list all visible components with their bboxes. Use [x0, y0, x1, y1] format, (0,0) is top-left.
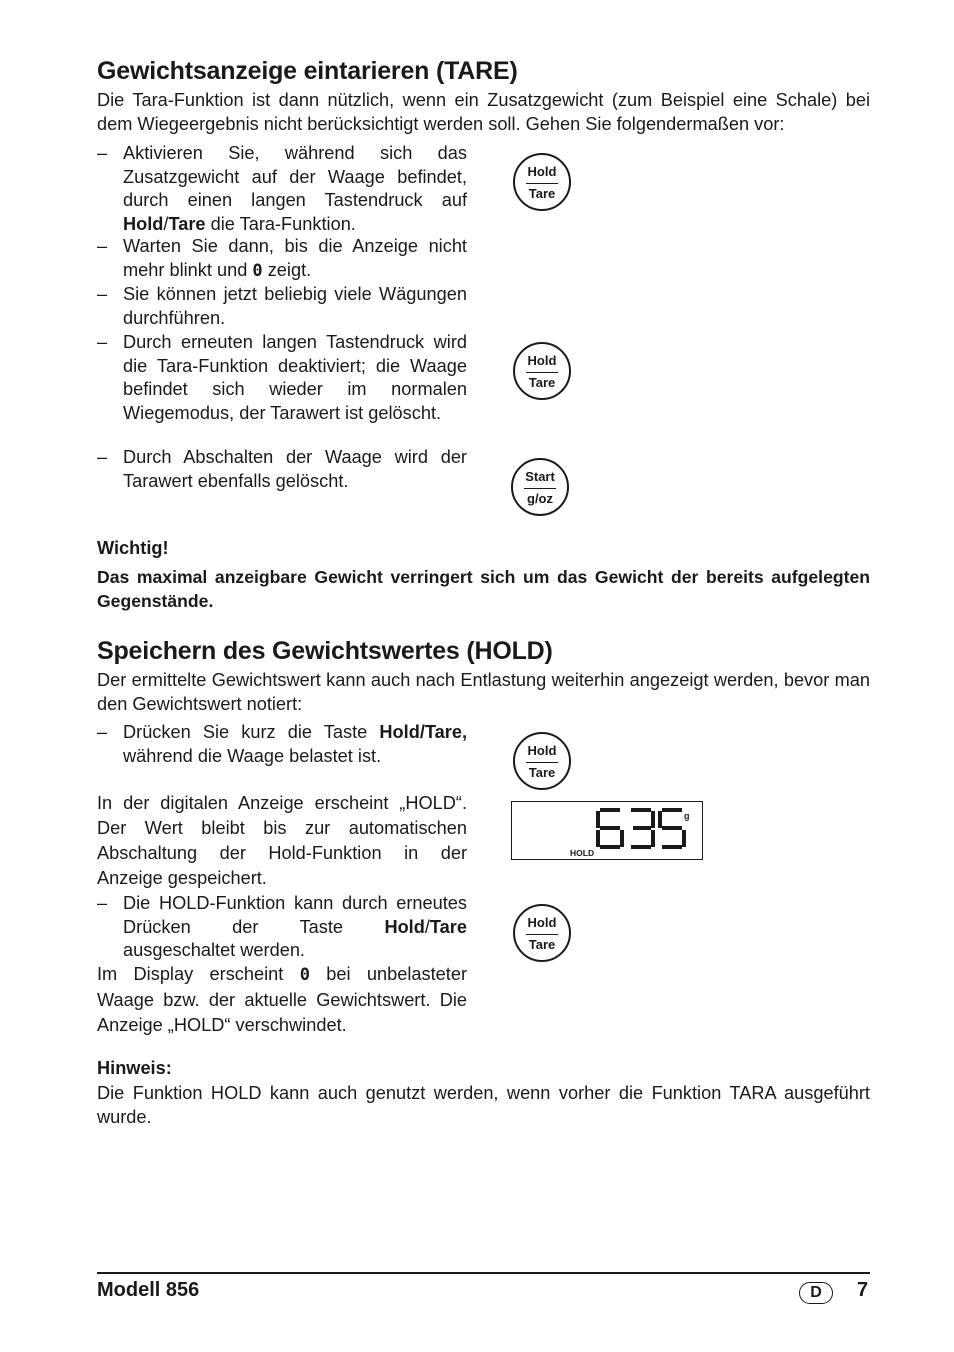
- tare-step-4: – Durch erneuten langen Tastendruck wird die Tara-Funktion deaktiviert; die Waage befindet sich wieder im normalen Wiegemodus, der Tarawert ist gelöscht.: [97, 332, 467, 423]
- section-title-tare: Gewichtsanzeige eintarieren (TARE): [97, 57, 518, 85]
- hold-tare-button-icon: Hold Tare: [513, 342, 571, 400]
- start-goz-button-icon: Start g/oz: [511, 458, 569, 516]
- important-label: Wichtig!: [97, 538, 169, 558]
- hold-tare-button-icon: Hold Tare: [513, 904, 571, 962]
- zero-digit-glyph: 0: [299, 965, 310, 985]
- hold-step-2: – Die HOLD-Funktion kann durch erneutes Drücken der Taste Hold/Tare ausgeschaltet werden.: [97, 893, 467, 960]
- footer-rule: [97, 1272, 870, 1274]
- note-label: Hinweis:: [97, 1058, 172, 1078]
- hold-intro: Der ermittelte Gewichtswert kann auch nach Entlastung weiterhin angezeigt werden, bevor man den Gewichtswert notiert:: [97, 670, 870, 714]
- tare-steps-list: [97, 142, 468, 502]
- tare-intro: Die Tara-Funktion ist dann nützlich, wenn ein Zusatzgewicht (zum Beispiel eine Schale) bei dem Wiegeergebnis nicht berücksichtigt werden soll. Gehen Sie folgendermaßen vor:: [97, 90, 870, 134]
- tare-step-3: – Sie können jetzt beliebig viele Wägungen durchführen.: [97, 284, 467, 328]
- section-title-hold: Speichern des Gewichtswertes (HOLD): [97, 637, 553, 665]
- hold-paragraph-2: Im Display erscheint 0 bei unbelasteter Waage bzw. der aktuelle Gewichtswert. Die Anzeige „HOLD“ verschwindet.: [97, 964, 468, 1035]
- hold-tare-button-icon: Hold Tare: [513, 153, 571, 211]
- note-text: Die Funktion HOLD kann auch genutzt werden, wenn vorher die Funktion TARA ausgeführt wurde.: [97, 1083, 870, 1127]
- page-number: 7: [857, 1279, 869, 1301]
- hold-step-1: – Drücken Sie kurz die Taste Hold/Tare, während die Waage belastet ist.: [97, 722, 467, 766]
- hold-tare-button-icon: Hold Tare: [513, 732, 571, 790]
- tare-step-1: – Aktivieren Sie, während sich das Zusatzgewicht auf der Waage befindet, durch einen langen Tastendruck auf Hold/Tare die Tara-Funktion.: [97, 143, 467, 234]
- important-text: Das maximal anzeigbare Gewicht verringert sich um das Gewicht der bereits aufgelegten Gegenstände.: [97, 567, 870, 611]
- tare-step-5: – Durch Abschalten der Waage wird der Tarawert ebenfalls gelöscht.: [97, 447, 467, 491]
- footer-model: Modell 856: [97, 1279, 200, 1301]
- lcd-digits: [594, 806, 690, 852]
- tare-step-2: – Warten Sie dann, bis die Anzeige nicht mehr blinkt und 0 zeigt.: [97, 236, 467, 281]
- zero-digit-glyph: 0: [252, 260, 263, 281]
- lcd-hold-indicator: HOLD: [570, 848, 595, 858]
- hold-paragraph-1: In der digitalen Anzeige erscheint „HOLD“. Der Wert bleibt bis zur automatischen Abschaltung der Hold-Funktion in der Anzeige gespeichert.: [97, 793, 467, 888]
- lcd-unit: g: [684, 811, 690, 821]
- lcd-display: [511, 801, 703, 860]
- hold-steps: [97, 721, 468, 1041]
- language-badge: D: [799, 1282, 833, 1304]
